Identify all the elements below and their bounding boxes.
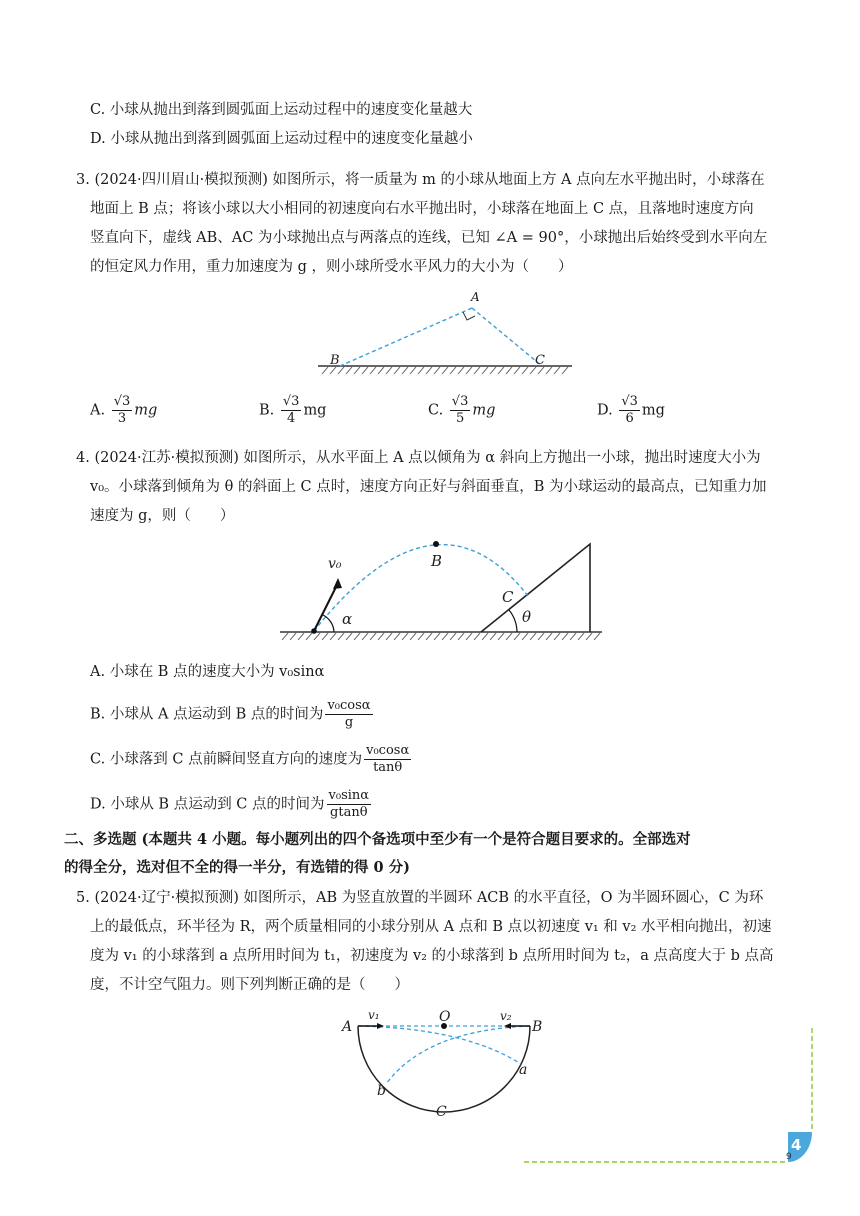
q3-option-c-den: 5: [455, 411, 465, 426]
q3-option-c-fraction: [450, 394, 471, 427]
q5-stem-line1: 5. (2024·辽宁·模拟预测) 如图所示，AB 为竖直放置的半圆环 ACB 的水平直径，O 为半圆环圆心，C 为环: [76, 890, 764, 906]
q4-option-d-den: gtanθ: [330, 805, 368, 820]
q4-stem-line2: v₀。小球落到倾角为 θ 的斜面上 C 点时，速度方向正好与斜面垂直，B 为小球运动的最高点，已知重力加: [90, 479, 767, 495]
q3-option-b-label: B.: [259, 402, 275, 419]
q4-stem-line3: 速度为 g，则（ ）: [90, 508, 235, 524]
q4-fig-label-b: B: [431, 552, 443, 570]
q3-option-a: [90, 394, 157, 427]
q4-option-d-num: v₀sinα: [328, 788, 370, 803]
q3-stem-line4: 的恒定风力作用，重力加速度为 g ，则小球所受水平风力的大小为（ ）: [90, 259, 573, 275]
q4-option-c-fraction: [364, 743, 411, 776]
q3-stem-line3: 竖直向下，虚线 AB、AC 为小球抛出点与两落点的连线，已知 ∠A = 90°，小球抛出后始终受到水平向左: [90, 230, 768, 246]
q3-option-b-unit: mg: [303, 402, 327, 419]
q5-stem-line2: 上的最低点，环半径为 R，两个质量相同的小球分别从 A 点和 B 点以初速度 v₁ 和 v₂ 水平相向抛出，初速: [90, 919, 772, 935]
q3-option-d-fraction: [619, 394, 640, 427]
q5-fig-label-b-lower: b: [377, 1083, 386, 1099]
section2-heading-line1: 二、多选题 (本题共 4 小题。每小题列出的四个备选项中至少有一个是符合题目要求的。全部选对: [64, 831, 691, 848]
q3-option-a-num: √3: [113, 394, 131, 409]
q2-option-c: C. 小球从抛出到落到圆弧面上运动过程中的速度变化量越大: [90, 102, 473, 118]
q3-option-a-label: A.: [90, 402, 106, 419]
q3-option-b-num: √3: [282, 394, 300, 409]
q3-option-d-unit: mg: [641, 402, 665, 419]
q3-option-c-unit: mg: [472, 402, 496, 419]
q3-option-a-den: 3: [117, 411, 127, 426]
q5-fig-label-b-upper: B: [532, 1019, 543, 1035]
q3-option-d-label: D.: [597, 402, 613, 419]
q3-fig-label-c: C: [535, 353, 545, 368]
q4-fig-label-theta: θ: [522, 608, 532, 626]
section2-heading-line2: 的得全分，选对但不全的得一半分，有选错的得 0 分): [64, 859, 411, 876]
q3-option-d-num: √3: [621, 394, 638, 409]
q3-option-b: [259, 394, 326, 427]
q3-stem-line2: 地面上 B 点；将该小球以大小相同的初速度向右水平抛出时，小球落在地面上 C 点，且落地时速度方向: [90, 201, 754, 217]
q3-option-c-num: √3: [451, 394, 469, 409]
page-subnumber: 9: [786, 1152, 792, 1162]
q5-fig-label-o: O: [439, 1009, 451, 1025]
q4-option-a: A. 小球在 B 点的速度大小为 v₀sinα: [90, 664, 325, 680]
q3-option-b-fraction: [281, 394, 302, 427]
q4-option-b-fraction: [325, 698, 372, 731]
q3-option-d-den: 6: [625, 411, 634, 426]
q4-option-b-den: g: [344, 715, 354, 730]
q4-option-c: [90, 743, 413, 776]
q3-option-c: [428, 394, 495, 427]
q4-option-b-num: v₀cosα: [327, 698, 371, 713]
q3-option-c-label: C.: [428, 402, 444, 419]
q4-option-d: [90, 788, 373, 821]
q4-figure: [276, 536, 606, 646]
q4-option-b-text: B. 小球从 A 点运动到 B 点的时间为: [90, 706, 324, 723]
q4-option-b: [90, 698, 375, 731]
q3-option-a-unit: mg: [134, 402, 158, 419]
q3-stem-line1: 3. (2024·四川眉山·模拟预测) 如图所示，将一质量为 m 的小球从地面上方 A 点向左水平抛出时，小球落在: [76, 172, 765, 188]
q5-stem-line4: 度，不计空气阻力。则下列判断正确的是（ ）: [90, 977, 409, 993]
q3-option-d: [597, 394, 665, 427]
q5-fig-label-a-lower: a: [519, 1062, 528, 1078]
q5-stem-line3: 度为 v₁ 的小球落到 a 点所用时间为 t₁，初速度为 v₂ 的小球落到 b 点所用时间为 t₂，a 点高度大于 b 点高: [90, 948, 774, 964]
q5-fig-label-a-upper: A: [342, 1019, 353, 1035]
q3-figure: [310, 284, 580, 380]
q4-fig-label-v0: v₀: [328, 556, 342, 572]
q3-fig-label-a: A: [471, 290, 480, 304]
q4-option-c-den: tanθ: [373, 760, 403, 775]
q4-option-d-fraction: [327, 788, 372, 821]
q4-option-c-text: C. 小球落到 C 点前瞬间竖直方向的速度为: [90, 751, 363, 768]
q5-fig-label-c: C: [436, 1104, 447, 1118]
q4-stem-line1: 4. (2024·江苏·模拟预测) 如图所示，从水平面上 A 点以倾角为 α 斜向上方抛出一小球，抛出时速度大小为: [76, 450, 761, 466]
q2-option-d: D. 小球从抛出到落到圆弧面上运动过程中的速度变化量越小: [90, 131, 473, 147]
q4-option-c-num: v₀cosα: [366, 743, 410, 758]
q4-option-d-text: D. 小球从 B 点运动到 C 点的时间为: [90, 796, 325, 813]
q4-fig-label-c: C: [502, 588, 514, 606]
q5-fig-label-v2: v₂: [500, 1009, 512, 1023]
q5-fig-label-v1: v₁: [368, 1008, 380, 1022]
page-corner-decoration: [520, 1020, 820, 1170]
q3-fig-label-b: B: [330, 353, 340, 368]
page-number: 4: [791, 1136, 802, 1154]
q4-fig-label-alpha: α: [342, 610, 353, 628]
q3-option-a-fraction: [112, 394, 133, 427]
q3-option-b-den: 4: [287, 411, 296, 426]
q5-figure: [336, 1004, 550, 1118]
